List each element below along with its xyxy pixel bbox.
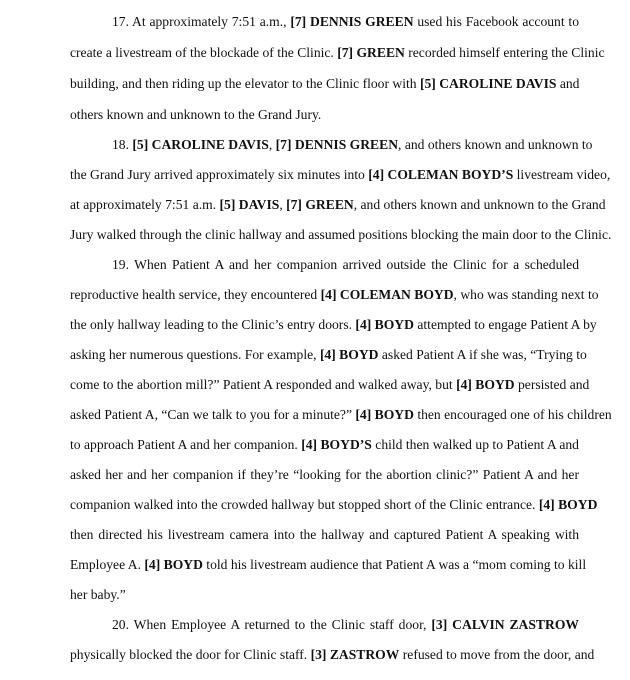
text-segment: asked Patient A if she was, “Trying to xyxy=(378,347,587,362)
text-segment: 18. xyxy=(112,137,133,152)
defendant-name: [7] GREEN xyxy=(337,45,405,60)
text-line xyxy=(70,376,590,394)
defendant-name: [3] CALVIN ZASTROW xyxy=(431,617,579,632)
text-line xyxy=(70,226,612,244)
text-line xyxy=(70,316,597,334)
text-segment: the Grand Jury arrived approximately six minutes into xyxy=(70,167,369,182)
text-line xyxy=(112,256,579,274)
text-segment: , xyxy=(268,137,276,152)
text-line xyxy=(70,406,612,424)
text-segment: , xyxy=(279,197,287,212)
text-segment: others known and unknown to the Grand Jury. xyxy=(70,107,322,122)
text-segment: , who was standing next to xyxy=(453,287,599,302)
text-segment: Employee A. xyxy=(70,557,145,572)
text-segment: recorded himself entering the Clinic xyxy=(404,45,605,60)
text-segment: livestream video, xyxy=(513,167,611,182)
text-segment: refused to move from the door, and xyxy=(399,647,595,662)
text-segment: , and others known and unknown to xyxy=(398,137,593,152)
text-segment: 20. When Employee A returned to the Clinic staff door, xyxy=(112,617,432,632)
text-line xyxy=(70,556,587,574)
text-segment: companion walked into the crowded hallway but stopped short of the Clinic entrance. xyxy=(70,497,539,512)
text-line xyxy=(70,466,579,484)
defendant-name: [7] GREEN xyxy=(286,197,354,212)
text-segment: building, and then riding up the elevator to the Clinic floor with xyxy=(70,76,420,91)
text-segment: asked her and her companion if they’re “looking for the abortion clinic?” Patient A and her xyxy=(70,467,579,482)
defendant-name: [5] CAROLINE DAVIS xyxy=(419,76,557,91)
text-line xyxy=(70,496,598,514)
text-segment: reproductive health service, they encountered xyxy=(70,287,321,302)
text-line xyxy=(70,526,579,544)
text-line xyxy=(112,13,579,31)
text-line xyxy=(70,44,605,62)
text-segment: asked Patient A, “Can we talk to you for a minute?” xyxy=(70,407,356,422)
defendant-name: [4] BOYD’S xyxy=(301,437,372,452)
text-line xyxy=(70,196,606,214)
text-segment: come to the abortion mill?” Patient A responded and walked away, but xyxy=(70,377,457,392)
text-segment: 19. When Patient A and her companion arrived outside the Clinic for a scheduled xyxy=(112,257,579,272)
defendant-name: [3] ZASTROW xyxy=(310,647,400,662)
defendant-name: [7] DENNIS GREEN xyxy=(290,14,414,29)
text-segment: her baby.” xyxy=(70,587,126,602)
text-line xyxy=(112,616,579,634)
text-segment: and xyxy=(556,76,580,91)
text-segment: to approach Patient A and her companion. xyxy=(70,437,302,452)
defendant-name: [5] CAROLINE DAVIS xyxy=(132,137,269,152)
text-line xyxy=(70,106,579,124)
text-segment: create a livestream of the blockade of the Clinic. xyxy=(70,45,338,60)
text-segment: at approximately 7:51 a.m. xyxy=(70,197,220,212)
text-segment: child then walked up to Patient A and xyxy=(371,437,579,452)
defendant-name: [4] BOYD xyxy=(355,317,414,332)
defendant-name: [7] DENNIS GREEN xyxy=(275,137,399,152)
defendant-name: [4] BOYD xyxy=(355,407,414,422)
text-segment: then directed his livestream camera into the hallway and captured Patient A speaking with xyxy=(70,527,579,542)
text-line xyxy=(70,75,579,93)
text-line xyxy=(70,436,579,454)
text-line xyxy=(70,286,599,304)
defendant-name: [5] DAVIS xyxy=(219,197,280,212)
text-segment: used his Facebook account to xyxy=(413,14,579,29)
defendant-name: [4] BOYD xyxy=(319,347,379,362)
defendant-name: [4] BOYD xyxy=(538,497,598,512)
text-segment: attempted to engage Patient A by xyxy=(413,317,597,332)
text-segment: physically blocked the door for Clinic staff. xyxy=(70,647,311,662)
text-segment: then encouraged one of his children xyxy=(413,407,612,422)
text-segment: persisted and xyxy=(514,377,590,392)
text-line xyxy=(112,136,593,154)
defendant-name: [4] COLEMAN BOYD xyxy=(320,287,454,302)
text-line xyxy=(70,166,611,184)
text-line xyxy=(70,346,587,364)
text-segment: 17. At approximately 7:51 a.m., xyxy=(112,14,291,29)
text-segment: asking her numerous questions. For example, xyxy=(70,347,320,362)
text-line xyxy=(70,646,595,664)
text-line xyxy=(70,586,579,604)
text-segment: , and others known and unknown to the Grand xyxy=(353,197,606,212)
text-segment: Jury walked through the clinic hallway and assumed positions blocking the main door to the Clinic. xyxy=(70,227,612,242)
text-segment: the only hallway leading to the Clinic’s entry doors. xyxy=(70,317,356,332)
text-segment: told his livestream audience that Patient A was a “mom coming to kill xyxy=(202,557,587,572)
defendant-name: [4] BOYD xyxy=(144,557,203,572)
defendant-name: [4] BOYD xyxy=(456,377,515,392)
defendant-name: [4] COLEMAN BOYD’S xyxy=(368,167,514,182)
